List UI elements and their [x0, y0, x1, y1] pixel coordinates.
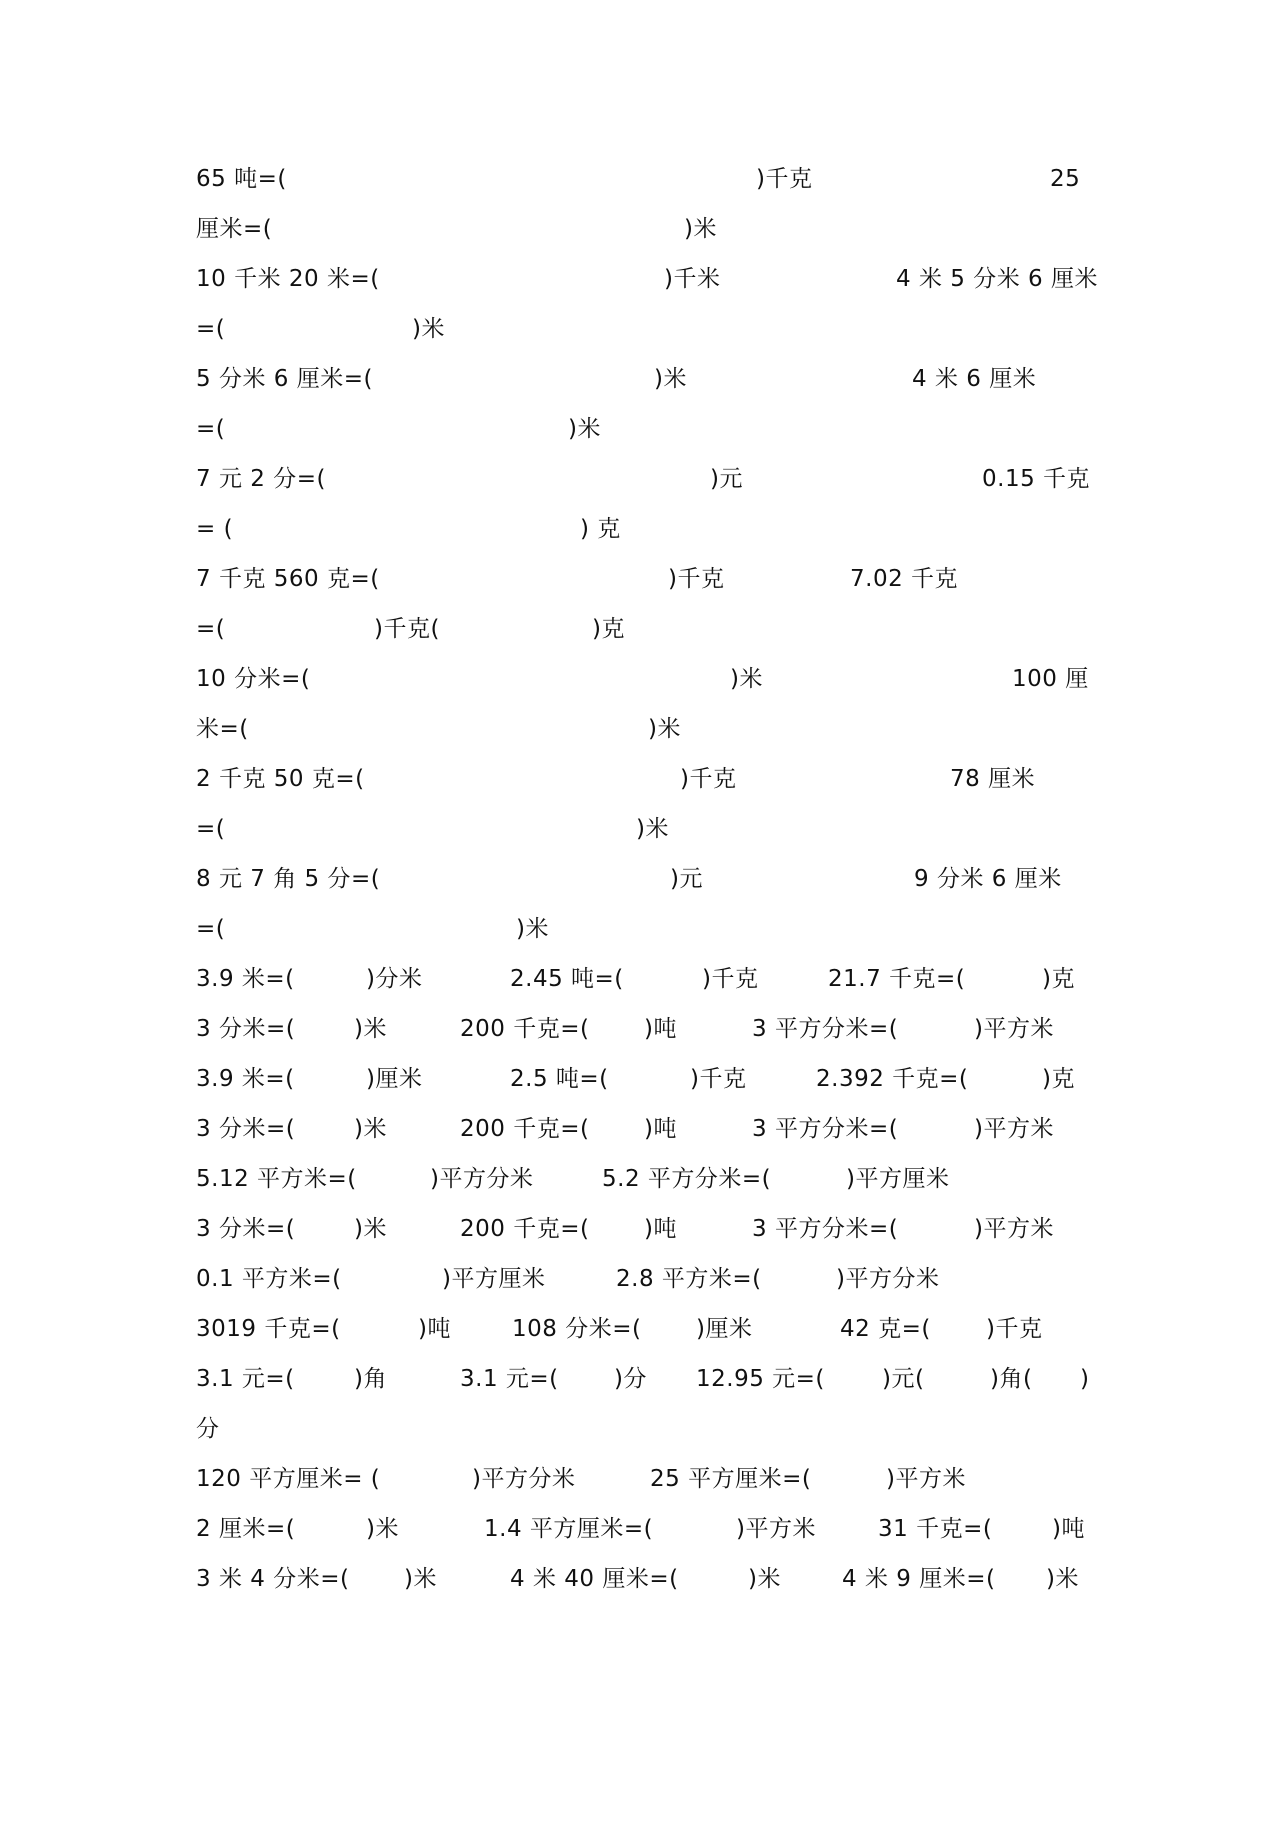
line-text: 3 平方分米=(: [752, 1016, 899, 1042]
line-text: )千克: [702, 966, 759, 992]
line-text: )千克: [756, 166, 813, 192]
line-text: )米: [684, 216, 717, 242]
line-text: )克: [1042, 1066, 1075, 1092]
line-text: 4 米 6 厘米: [912, 366, 1037, 392]
line-text: )米: [636, 816, 669, 842]
line-text: )米: [654, 366, 687, 392]
line-text: =(: [196, 916, 226, 942]
line-text: =(: [196, 316, 226, 342]
line-text: )米: [404, 1566, 437, 1592]
line-text: 3 分米=(: [196, 1016, 296, 1042]
line-text: )平方米: [736, 1516, 816, 1542]
line-text: )米: [568, 416, 601, 442]
line-text: 5.2 平方分米=(: [602, 1166, 772, 1192]
line-text: )平方米: [886, 1466, 966, 1492]
line-text: 3 平方分米=(: [752, 1216, 899, 1242]
line-text: 3 平方分米=(: [752, 1116, 899, 1142]
line-text: )吨: [644, 1116, 677, 1142]
line-text: 4 米 40 厘米=(: [510, 1566, 679, 1592]
line-text: 0.15 千克: [982, 466, 1091, 492]
line-text: =(: [196, 416, 226, 442]
exercise-line: [196, 462, 1091, 496]
line-text: 78 厘米: [950, 766, 1036, 792]
exercise-line: [196, 662, 1089, 696]
exercise-line: [196, 1012, 1054, 1046]
line-text: )吨: [418, 1316, 451, 1342]
line-text: = (: [196, 516, 234, 542]
line-text: 3 分米=(: [196, 1116, 296, 1142]
exercise-line: [196, 1562, 1079, 1596]
line-text: 21.7 千克=(: [828, 966, 966, 992]
line-text: )平方米: [974, 1016, 1054, 1042]
line-text: )米: [354, 1016, 387, 1042]
line-text: 厘米=(: [196, 216, 273, 242]
line-text: 5 分米 6 厘米=(: [196, 366, 373, 392]
line-text: 8 元 7 角 5 分=(: [196, 866, 381, 892]
line-text: 120 平方厘米= (: [196, 1466, 381, 1492]
exercise-line: [196, 262, 1098, 296]
line-text: 108 分米=(: [512, 1316, 642, 1342]
line-text: 10 千米 20 米=(: [196, 266, 380, 292]
exercise-line: [196, 1362, 1090, 1396]
exercise-line: [196, 412, 601, 446]
line-text: )厘米: [696, 1316, 753, 1342]
exercise-line: [196, 762, 1036, 796]
line-text: 2.45 吨=(: [510, 966, 624, 992]
exercise-line: [196, 1412, 227, 1446]
line-text: 7 元 2 分=(: [196, 466, 326, 492]
line-text: )角(: [990, 1366, 1033, 1392]
exercise-line: [196, 1312, 1043, 1346]
line-text: 7 千克 560 克=(: [196, 566, 380, 592]
line-text: 3.1 元=(: [460, 1366, 559, 1392]
line-text: )米: [648, 716, 681, 742]
line-text: )分米: [366, 966, 423, 992]
line-text: 200 千克=(: [460, 1216, 590, 1242]
line-text: 200 千克=(: [460, 1016, 590, 1042]
exercise-line: [196, 362, 1037, 396]
line-text: )平方分米: [836, 1266, 940, 1292]
line-text: 4 米 9 厘米=(: [842, 1566, 996, 1592]
line-text: )米: [366, 1516, 399, 1542]
line-text: )米: [516, 916, 549, 942]
line-text: =(: [196, 816, 226, 842]
exercise-line: [196, 612, 625, 646]
line-text: ) 克: [580, 516, 621, 542]
line-text: )平方厘米: [846, 1166, 950, 1192]
exercise-line: [196, 212, 717, 246]
exercise-line: [196, 162, 1081, 196]
line-text: )米: [354, 1216, 387, 1242]
line-text: )平方分米: [430, 1166, 534, 1192]
exercise-line: [196, 562, 959, 596]
line-text: )元(: [882, 1366, 925, 1392]
exercise-line: [196, 312, 445, 346]
line-text: 分: [196, 1416, 220, 1442]
line-text: 1.4 平方厘米=(: [484, 1516, 654, 1542]
exercise-line: [196, 1462, 966, 1496]
exercise-line: [196, 1162, 950, 1196]
line-text: )平方厘米: [442, 1266, 546, 1292]
line-text: )克: [592, 616, 625, 642]
line-text: )千克: [668, 566, 725, 592]
line-text: )米: [354, 1116, 387, 1142]
line-text: )米: [748, 1566, 781, 1592]
line-text: 200 千克=(: [460, 1116, 590, 1142]
line-text: 2.5 吨=(: [510, 1066, 609, 1092]
line-text: 2 千克 50 克=(: [196, 766, 365, 792]
line-text: )米: [1046, 1566, 1079, 1592]
line-text: )吨: [1052, 1516, 1085, 1542]
line-text: 25: [1050, 166, 1081, 192]
line-text: )分: [614, 1366, 647, 1392]
line-text: )千克: [986, 1316, 1043, 1342]
exercise-line: [196, 712, 681, 746]
line-text: 2 厘米=(: [196, 1516, 296, 1542]
line-text: 2.8 平方米=(: [616, 1266, 762, 1292]
line-text: )吨: [644, 1016, 677, 1042]
exercise-line: [196, 1512, 1085, 1546]
line-text: 10 分米=(: [196, 666, 311, 692]
exercise-line: [196, 812, 669, 846]
line-text: 3019 千克=(: [196, 1316, 341, 1342]
line-text: 25 平方厘米=(: [650, 1466, 812, 1492]
line-text: )克: [1042, 966, 1075, 992]
exercise-line: [196, 1212, 1054, 1246]
line-text: )米: [730, 666, 763, 692]
line-text: 31 千克=(: [878, 1516, 993, 1542]
line-text: 米=(: [196, 716, 249, 742]
line-text: )平方米: [974, 1216, 1054, 1242]
line-text: )平方分米: [472, 1466, 576, 1492]
exercise-line: [196, 512, 621, 546]
line-text: 42 克=(: [840, 1316, 931, 1342]
line-text: )米: [412, 316, 445, 342]
exercise-line: [196, 1262, 940, 1296]
line-text: )吨: [644, 1216, 677, 1242]
exercise-line: [196, 1112, 1054, 1146]
line-text: )千米: [664, 266, 721, 292]
line-text: 3.9 米=(: [196, 966, 295, 992]
line-text: 9 分米 6 厘米: [914, 866, 1062, 892]
line-text: )角: [354, 1366, 387, 1392]
line-text: =(: [196, 616, 226, 642]
line-text: )千克(: [374, 616, 440, 642]
line-text: ): [1080, 1366, 1090, 1392]
line-text: )千克: [680, 766, 737, 792]
line-text: 100 厘: [1012, 666, 1089, 692]
line-text: 65 吨=(: [196, 166, 287, 192]
line-text: 4 米 5 分米 6 厘米: [896, 266, 1098, 292]
line-text: 5.12 平方米=(: [196, 1166, 357, 1192]
line-text: 0.1 平方米=(: [196, 1266, 342, 1292]
line-text: )厘米: [366, 1066, 423, 1092]
line-text: )千克: [690, 1066, 747, 1092]
line-text: 3 米 4 分米=(: [196, 1566, 350, 1592]
line-text: 7.02 千克: [850, 566, 959, 592]
line-text: )平方米: [974, 1116, 1054, 1142]
exercise-line: [196, 862, 1062, 896]
exercise-line: [196, 962, 1075, 996]
line-text: )元: [670, 866, 703, 892]
line-text: )元: [710, 466, 743, 492]
line-text: 3 分米=(: [196, 1216, 296, 1242]
line-text: 3.1 元=(: [196, 1366, 295, 1392]
line-text: 2.392 千克=(: [816, 1066, 969, 1092]
line-text: 12.95 元=(: [696, 1366, 825, 1392]
exercise-line: [196, 912, 549, 946]
exercise-line: [196, 1062, 1075, 1096]
line-text: 3.9 米=(: [196, 1066, 295, 1092]
